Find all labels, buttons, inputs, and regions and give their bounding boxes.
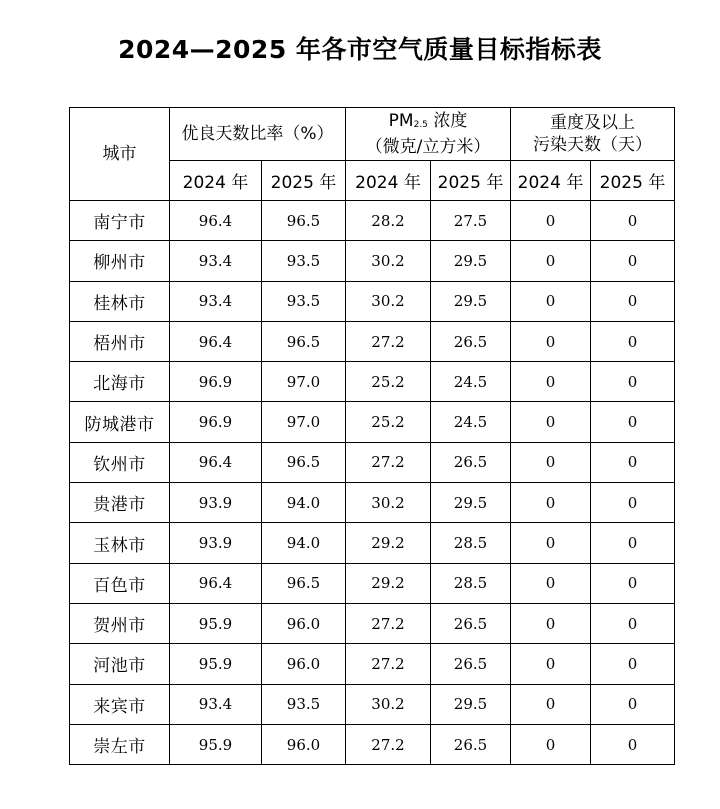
pm25-header (346, 108, 511, 161)
value-cell: 26.5 (431, 321, 511, 361)
value-cell: 93.5 (262, 281, 346, 321)
value-cell: 93.9 (170, 483, 262, 523)
value-cell: 26.5 (431, 603, 511, 643)
value-cell: 96.0 (262, 724, 346, 764)
value-cell: 0 (511, 523, 591, 563)
value-cell: 94.0 (262, 483, 346, 523)
value-cell: 0 (511, 724, 591, 764)
value-cell: 30.2 (346, 281, 431, 321)
city-name-cell: 柳州市 (70, 241, 170, 281)
value-cell: 0 (591, 684, 675, 724)
value-cell: 30.2 (346, 241, 431, 281)
value-cell: 97.0 (262, 402, 346, 442)
city-name-cell: 防城港市 (70, 402, 170, 442)
value-cell: 0 (591, 362, 675, 402)
year-header-cell: 2024 年 (346, 161, 431, 201)
value-cell: 27.2 (346, 442, 431, 482)
value-cell: 29.5 (431, 483, 511, 523)
value-cell: 29.5 (431, 684, 511, 724)
value-cell: 96.4 (170, 201, 262, 241)
value-cell: 93.4 (170, 241, 262, 281)
value-cell: 0 (511, 402, 591, 442)
table-row (70, 321, 675, 361)
value-cell: 0 (591, 321, 675, 361)
city-name-cell: 玉林市 (70, 523, 170, 563)
value-cell: 30.2 (346, 483, 431, 523)
value-cell: 27.5 (431, 201, 511, 241)
value-cell: 0 (511, 684, 591, 724)
table-row (70, 563, 675, 603)
city-name-cell: 贺州市 (70, 603, 170, 643)
value-cell: 0 (591, 402, 675, 442)
value-cell: 24.5 (431, 362, 511, 402)
value-cell: 28.2 (346, 201, 431, 241)
pm25-label: PM (388, 111, 414, 131)
value-cell: 93.9 (170, 523, 262, 563)
excellent-days-header: 优良天数比率（%） (170, 108, 346, 161)
value-cell: 93.4 (170, 281, 262, 321)
value-cell: 96.0 (262, 644, 346, 684)
value-cell: 26.5 (431, 644, 511, 684)
value-cell: 25.2 (346, 402, 431, 442)
city-name-cell: 南宁市 (70, 201, 170, 241)
city-name-cell: 百色市 (70, 563, 170, 603)
value-cell: 0 (511, 603, 591, 643)
year-header-cell: 2024 年 (511, 161, 591, 201)
page-title: 2024—2025 年各市空气质量目标指标表 (118, 35, 602, 64)
table-row (70, 644, 675, 684)
value-cell: 27.2 (346, 321, 431, 361)
value-cell: 95.9 (170, 603, 262, 643)
value-cell: 0 (591, 241, 675, 281)
table-row (70, 442, 675, 482)
city-name-cell: 北海市 (70, 362, 170, 402)
value-cell: 0 (591, 603, 675, 643)
year-header-cell: 2025 年 (431, 161, 511, 201)
table-row (70, 201, 675, 241)
city-column-header: 城市 (70, 108, 170, 201)
pm25-suffix: 浓度 (427, 111, 468, 131)
value-cell: 0 (511, 442, 591, 482)
value-cell: 0 (591, 724, 675, 764)
value-cell: 0 (511, 321, 591, 361)
pm25-subscript: 2.5 (413, 120, 428, 130)
value-cell: 96.5 (262, 563, 346, 603)
city-name-cell: 钦州市 (70, 442, 170, 482)
value-cell: 28.5 (431, 563, 511, 603)
value-cell: 0 (591, 644, 675, 684)
value-cell: 0 (511, 201, 591, 241)
year-header-cell: 2025 年 (262, 161, 346, 201)
value-cell: 0 (511, 483, 591, 523)
table-row (70, 483, 675, 523)
value-cell: 30.2 (346, 684, 431, 724)
value-cell: 0 (591, 483, 675, 523)
value-cell: 96.0 (262, 603, 346, 643)
year-header-cell: 2024 年 (170, 161, 262, 201)
city-name-cell: 来宾市 (70, 684, 170, 724)
value-cell: 0 (591, 281, 675, 321)
value-cell: 0 (511, 281, 591, 321)
value-cell: 0 (591, 201, 675, 241)
value-cell: 25.2 (346, 362, 431, 402)
value-cell: 96.5 (262, 201, 346, 241)
value-cell: 0 (511, 644, 591, 684)
table-row (70, 724, 675, 764)
city-name-cell: 崇左市 (70, 724, 170, 764)
table-row (70, 603, 675, 643)
value-cell: 96.9 (170, 362, 262, 402)
value-cell: 93.5 (262, 241, 346, 281)
city-name-cell: 河池市 (70, 644, 170, 684)
air-quality-targets-table (69, 107, 675, 765)
heavy-pollution-header-line1: 重度及以上 (550, 113, 636, 133)
year-header-cell: 2025 年 (591, 161, 675, 201)
table-row (70, 362, 675, 402)
value-cell: 27.2 (346, 603, 431, 643)
table-row (70, 281, 675, 321)
value-cell: 93.4 (170, 684, 262, 724)
table-body (70, 201, 675, 765)
heavy-pollution-header-line2: 污染天数（天） (533, 135, 653, 155)
value-cell: 96.4 (170, 321, 262, 361)
value-cell: 94.0 (262, 523, 346, 563)
value-cell: 95.9 (170, 644, 262, 684)
value-cell: 96.5 (262, 321, 346, 361)
value-cell: 0 (511, 563, 591, 603)
value-cell: 96.5 (262, 442, 346, 482)
value-cell: 29.2 (346, 523, 431, 563)
pm25-header-line1 (346, 110, 510, 136)
value-cell: 0 (511, 241, 591, 281)
city-name-cell: 梧州市 (70, 321, 170, 361)
table-row (70, 241, 675, 281)
heavy-pollution-header (511, 108, 675, 161)
value-cell: 26.5 (431, 442, 511, 482)
value-cell: 96.9 (170, 402, 262, 442)
city-name-cell: 桂林市 (70, 281, 170, 321)
pm25-unit: （微克/立方米） (365, 137, 491, 157)
value-cell: 95.9 (170, 724, 262, 764)
value-cell: 29.2 (346, 563, 431, 603)
table-row (70, 523, 675, 563)
value-cell: 0 (511, 362, 591, 402)
city-name-cell: 贵港市 (70, 483, 170, 523)
value-cell: 24.5 (431, 402, 511, 442)
value-cell: 27.2 (346, 644, 431, 684)
value-cell: 0 (591, 523, 675, 563)
value-cell: 96.4 (170, 563, 262, 603)
value-cell: 26.5 (431, 724, 511, 764)
value-cell: 27.2 (346, 724, 431, 764)
value-cell: 28.5 (431, 523, 511, 563)
value-cell: 0 (591, 442, 675, 482)
value-cell: 93.5 (262, 684, 346, 724)
value-cell: 96.4 (170, 442, 262, 482)
table-row (70, 402, 675, 442)
table-row (70, 684, 675, 724)
value-cell: 29.5 (431, 281, 511, 321)
value-cell: 29.5 (431, 241, 511, 281)
value-cell: 0 (591, 563, 675, 603)
value-cell: 97.0 (262, 362, 346, 402)
